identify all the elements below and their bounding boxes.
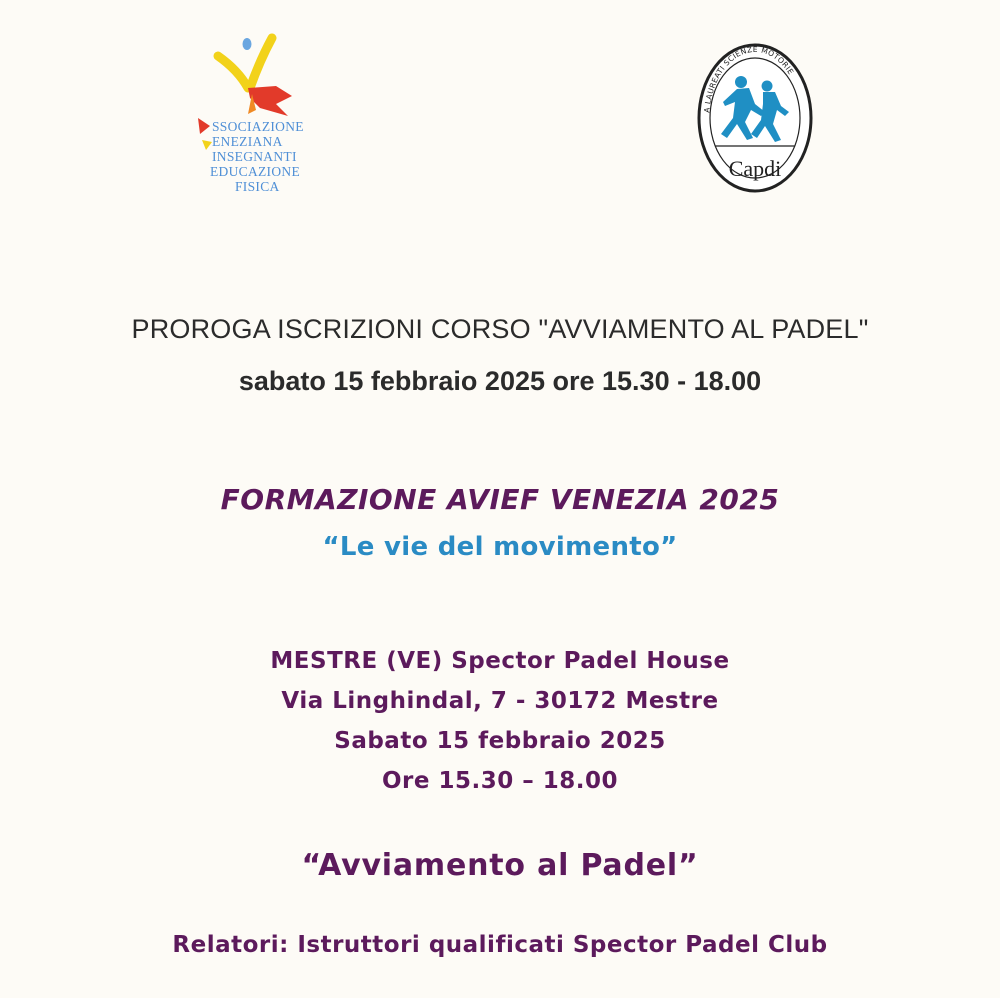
venue-line-1: MESTRE (VE) Spector Padel House — [270, 648, 730, 674]
venue-line-3: Sabato 15 febbraio 2025 — [334, 728, 666, 754]
capdi-ring-text: A LAUREATI SCIENZE MOTORIE — [702, 44, 796, 114]
course-title: “Avviamento al Padel” — [301, 848, 699, 883]
event-date-time: sabato 15 febbraio 2025 ore 15.30 - 18.00 — [238, 366, 762, 396]
venue-line-2: Via Linghindal, 7 - 30172 Mestre — [281, 688, 719, 714]
headline: PROROGA ISCRIZIONI CORSO "AVVIAMENTO AL PADEL" — [131, 314, 869, 344]
speakers: Relatori: Istruttori qualificati Spector Padel Club — [172, 932, 828, 958]
capdi-logo — [693, 42, 817, 194]
aviEF-line-2: ENEZIANA — [212, 134, 283, 149]
aviEF-line-5: FISICA — [235, 179, 280, 194]
aviEF-logo — [190, 30, 340, 200]
aviEF-line-3: INSEGNANTI — [212, 149, 297, 164]
formazione-title: FORMAZIONE AVIEF VENEZIA 2025 — [220, 483, 780, 516]
aviEF-line-4: EDUCAZIONE — [210, 164, 300, 179]
capdi-wordmark: Capdi — [728, 156, 782, 181]
venue-line-4: Ore 15.30 – 18.00 — [381, 768, 619, 794]
motto: “Le vie del movimento” — [322, 532, 678, 562]
aviEF-line-1: SSOCIAZIONE — [212, 119, 304, 134]
